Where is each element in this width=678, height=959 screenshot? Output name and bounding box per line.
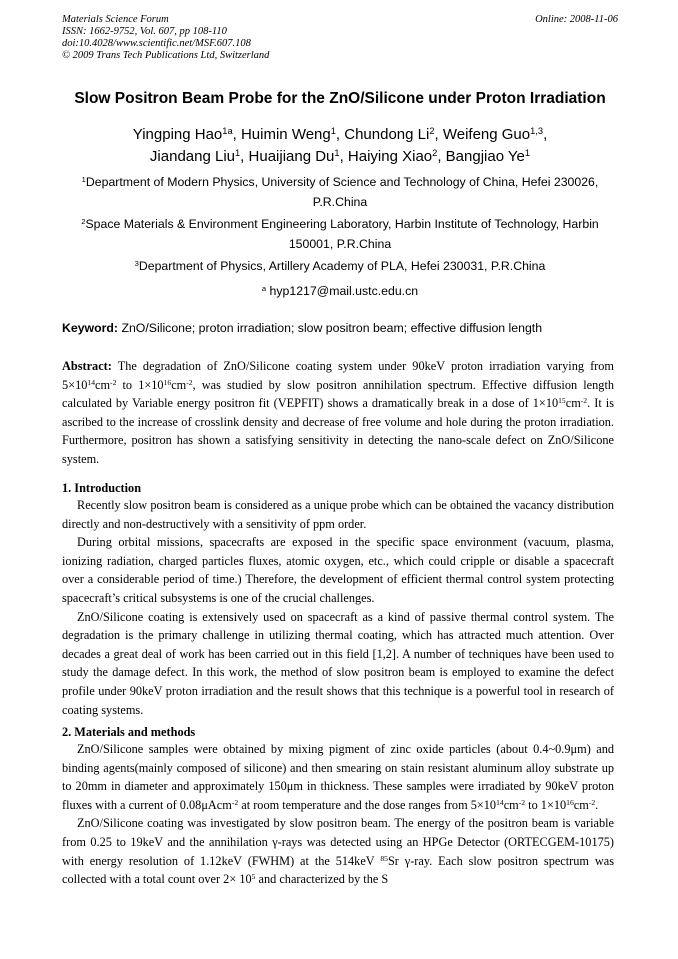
- section-heading-introduction: 1. Introduction: [62, 481, 142, 495]
- author: Weifeng Guo$^{1,3}$: [442, 125, 544, 143]
- keywords: [62, 319, 618, 337]
- issn-line: ISSN: 1662-9752, Vol. 607, pp 108-110: [62, 26, 227, 37]
- author: Huaijiang Du$^1$: [248, 147, 340, 165]
- abstract-label: Abstract:: [62, 359, 112, 373]
- journal-name: Materials Science Forum: [62, 14, 169, 25]
- paragraph: Recently slow positron beam is considered as a unique probe which can be obtained the vacancy distribution directly and non-destructively with a sensitivity of ppm order.: [62, 498, 614, 531]
- author-list: Yingping Hao$^{1a}$, Huimin Weng$^1$, Chundong Li$^2$, Weifeng Guo$^{1,3}$, Jiandang Liu$^1$, Huaijiang Du$^1$, Haiying Xiao$^2$, Bangjiao Ye$^1$: [132, 125, 548, 165]
- author: Chundong Li$^2$: [344, 125, 435, 143]
- paragraph: ZnO/Silicone samples were obtained by mixing pigment of zinc oxide particles (about 0.4~0.9μm) and binding agents(mainly composed of silicone) and then smearing on stain resistant aluminum alloy substrate up to 20mm in diameter and approximately 150μm in thickness. These samples were irradiated by 90keV proton fluxes with a current of 0.08μAcm$^{-2}$ at room temperature and the dose ranges from $5\times 10^{14}cm^{-2}$ to $1\times 10^{16}cm^{-2}$.: [62, 742, 614, 812]
- affiliation: $^3$Department of Physics, Artillery Academy of PLA, Hefei 230031, P.R.China: [134, 258, 546, 273]
- methods-body: [62, 740, 614, 889]
- contact-email: $^a$ hyp1217@mail.ustc.edu.cn: [261, 283, 419, 298]
- section-heading-methods: 2. Materials and methods: [62, 725, 196, 739]
- online-date: Online: 2008-11-06: [535, 14, 618, 25]
- affiliation: $^1$Department of Modern Physics, University of Science and Technology of China, Hefei 230026, P.R.China: [81, 174, 599, 209]
- paper-title: Slow Positron Beam Probe for the ZnO/Silicone under Proton Irradiation: [74, 90, 606, 107]
- keywords-label: Keyword:: [62, 321, 119, 335]
- author: Yingping Hao$^{1a}$: [132, 125, 233, 143]
- author: Bangjiao Ye$^1$: [445, 147, 531, 165]
- author: Haiying Xiao$^2$: [347, 147, 438, 165]
- author: Jiandang Liu$^1$: [149, 147, 241, 165]
- keywords-text: ZnO/Silicone; proton irradiation; slow positron beam; effective diffusion length: [118, 321, 543, 335]
- affiliation: $^2$Space Materials & Environment Engineering Laboratory, Harbin Institute of Technology, Harbin 150001, P.R.China: [81, 216, 599, 251]
- abstract: Abstract: The degradation of ZnO/Silicone coating system under 90keV proton irradiation varying from $5\times 10^{14}cm^{-2}$ to $1\times 10^{16}cm^{-2}$, was studied by slow positron annihilation spectrum. Effective diffusion length calculated by Variable energy positron fit (VEPFIT) shows a dramatically break in a dose of $1\times 10^{15}cm^{-2}$. It is ascribed to the increase of crosslink density and decrease of free volume and hole during the proton irradiation. Furthermore, positron has shown a satisfying sensitivity in detecting the nano-scale defect on ZnO/Silicone system.: [62, 359, 615, 466]
- author: Huimin Weng$^1$: [240, 125, 336, 143]
- copyright-line: © 2009 Trans Tech Publications Ltd, Switzerland: [62, 50, 270, 61]
- publication-header: [62, 14, 618, 62]
- paragraph: During orbital missions, spacecrafts are exposed in the specific space environment (vacuum, plasma, ionizing radiation, charged particles fluxes, atomic oxygen, etc., which could cripple or disable a spacecraft over a considerable period of time.) Therefore, the development of efficient thermal control system protecting spacecraft’s critical subsystems is one of the crucial challenges.: [62, 535, 614, 605]
- introduction-body: [62, 496, 614, 719]
- doi-line: doi:10.4028/www.scientific.net/MSF.607.108: [62, 38, 251, 49]
- paragraph: ZnO/Silicone coating was investigated by slow positron beam. The energy of the positron beam is variable from 0.25 to 19keV and the annihilation γ-rays was detected using an HPGe Detector (ORTECGEM-10175) with energy resolution of 1.12keV (FWHM) at the 514keV $^{85}$Sr γ-ray. Each slow positron spectrum was collected with a total count over $2\times 10^5$ and characterized by the S: [62, 816, 614, 887]
- paragraph: ZnO/Silicone coating is extensively used on spacecraft as a kind of passive thermal control system. The degradation is the primary challenge in utilizing thermal coating, which has attracted much attention. Over decades a great deal of work has been carried out in this field [1,2]. A number of techniques have been used to study the damage defect. In this work, the method of slow positron beam is employed to examine the defect profile under 90keV proton irradiation and the result shows that this technique is a powerful tool in research of coating systems.: [62, 609, 614, 717]
